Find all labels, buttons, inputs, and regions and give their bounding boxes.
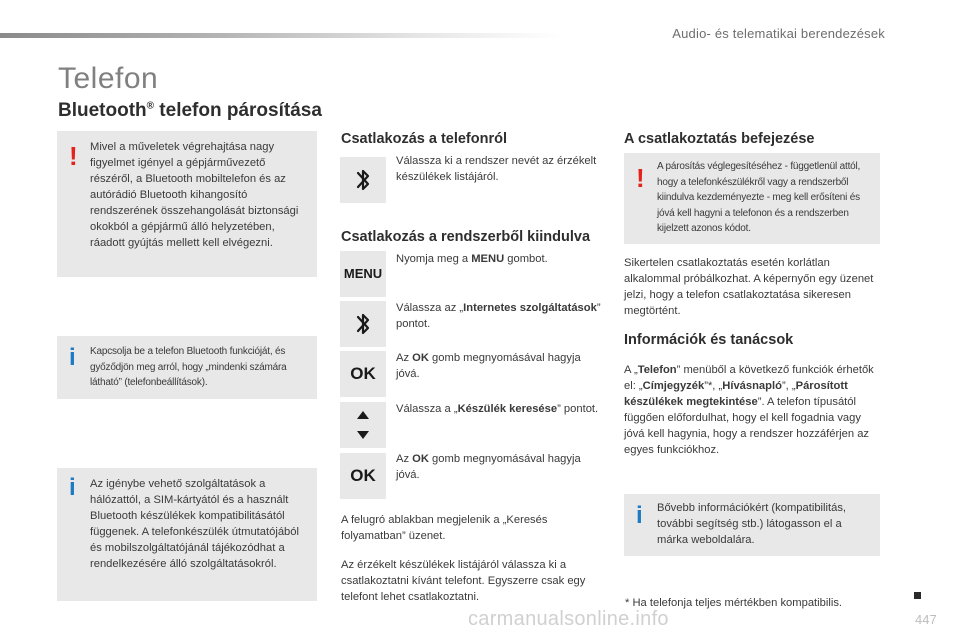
step-bold: Készülék keresése [457,403,558,415]
step-text: gombot. [504,253,548,265]
bluetooth-icon [340,301,386,347]
select-phone-text: Az érzékelt készülékek listájáról válassza ki a csatlakoztatni kívánt telefont. Egyszerre csak egy telefont lehet csatlakoztatni. [341,559,586,603]
header-title: Audio- és telematikai berendezések [672,26,885,41]
step-ok-confirm [396,451,601,483]
step-ok-confirm [396,350,601,382]
info-note-text: Az igénybe vehető szolgáltatások a hálózattól, a SIM-kártyától és a használt Bluetooth készülékek kompatibilitásától függenek. A telefonkészülék útmutatójából és mobilszolgáltatójánál tájékozódhat a rendelkezésére álló szolgáltatásokról. [90,478,299,570]
info-note-services [57,468,317,601]
up-down-arrows-icon [340,402,386,448]
info-note-bluetooth [57,336,317,399]
ok-key [340,453,386,499]
page-marker [914,592,921,599]
info-icon: i [69,344,76,371]
bluetooth-key [340,301,386,347]
step-text: Az [396,453,413,465]
phone-connect-step: Válassza ki a rendszer nevét az érzékelt készülékek listájáról. [396,155,597,183]
menu-key-label: MENU [343,266,383,281]
info-icon: i [69,474,76,501]
bluetooth-icon [340,157,386,203]
warning-note-pairing-code [624,153,880,244]
ok-key [340,351,386,397]
step-bold: OK [412,453,429,465]
info-note-text: Bővebb információkért (kompatibilitás, további segítség stb.) látogasson el a márka weboldalára. [657,502,847,546]
page-number: 447 [915,612,937,627]
warning-note-safety [57,131,317,277]
info-text: ”, „ [781,380,796,392]
warning-note-text: A párosítás véglegesítéséhez - függetlenül attól, hogy a telefonkészülékről vagy a rendszerből kiindulva kezdeményezte - meg kell erősíteni és jóvá kell hagyni a telefonon és a rendszerben kijelzett azonos kódot. [657,161,861,234]
step-device-search [396,401,601,417]
finish-title: A csatlakoztatás befejezése [624,131,815,147]
menu-telefon: Telefon [637,364,677,376]
search-in-progress-text: A felugró ablakban megjelenik a „Keresés folyamatban” üzenet. [341,514,548,542]
warning-icon: ! [636,163,645,193]
step-text: Válassza az „ [396,302,464,314]
step-text: Válassza a „ [396,403,458,415]
step-internet-services [396,300,601,332]
info-note-text: Kapcsolja be a telefon Bluetooth funkcióját, és győződjön meg arról, hogy „mindenki számára látható” (telefonbeállítások). [90,346,287,388]
warning-icon: ! [69,141,78,171]
info-title: Információk és tanácsok [624,332,794,348]
header-rule [0,33,560,38]
info-icon: i [636,502,643,529]
section-title [58,100,322,122]
step-bold: Internetes szolgáltatások [463,302,597,314]
step-bold: MENU [471,253,505,265]
system-connect-title: Csatlakozás a rendszerből kiindulva [341,229,591,245]
watermark: carmanualsonline.info [468,608,669,630]
info-text: ” menüből a következő funkciók érhetők el: „ [624,364,874,392]
step-text: Az [396,352,413,364]
ok-key-label: OK [350,466,376,485]
footnote: * Ha telefonja teljes mértékben kompatibilis. [625,597,843,609]
finish-paragraph: Sikertelen csatlakoztatás esetén korlátlan alkalommal próbálkozhat. A képernyőn egy üzenet jelzi, hogy a telefon csatlakoztatása sikeresen megtörtént. [624,257,874,317]
info-text: A „ [624,364,638,376]
menu-cimjegyzek: Címjegyzék [642,380,705,392]
step-text: Nyomja meg a [396,253,472,265]
arrow-keys [340,402,386,448]
info-paragraph [624,362,882,458]
step-menu [396,251,601,267]
registered-mark: ® [146,100,155,112]
warning-note-text: Mivel a műveletek végrehajtása nagy figyelmet igényel a gépjárművezető részéről, a Bluetooth mobiltelefon és az autórádió Bluetooth kihangosító rendszerének összehangolását biztonsági okokból a gépjármű álló helyzetében, ráadott gyújtás mellett kell elvégezni. [90,141,299,249]
menu-parositott: Párosított készülékek megtekintése [624,380,848,408]
section-title-rest: telefon párosítása [154,100,322,121]
step-text: gomb megnyomásával hagyja jóvá. [396,453,581,481]
menu-key [340,251,386,297]
step-text: ” pontot. [557,403,599,415]
menu-hivasnaplo: Hívásnapló [722,380,782,392]
ok-key-label: OK [350,364,376,383]
bluetooth-key [340,157,386,203]
info-text: ”. A telefon típusától függően előfordulhat, hogy el kell fogadnia vagy jóvá kell hagynia, hogy a rendszer hozzáférjen az egyes funkciókhoz. [624,396,870,456]
step-text: ” pontot. [396,302,601,330]
phone-connect-title: Csatlakozás a telefonról [341,131,507,147]
page-title: Telefon [58,62,159,95]
section-title-main: Bluetooth [58,100,147,121]
step-bold: OK [412,352,429,364]
info-note-website [624,494,880,556]
step-text: gomb megnyomásával hagyja jóvá. [396,352,581,380]
info-text: ”*, „ [704,380,723,392]
